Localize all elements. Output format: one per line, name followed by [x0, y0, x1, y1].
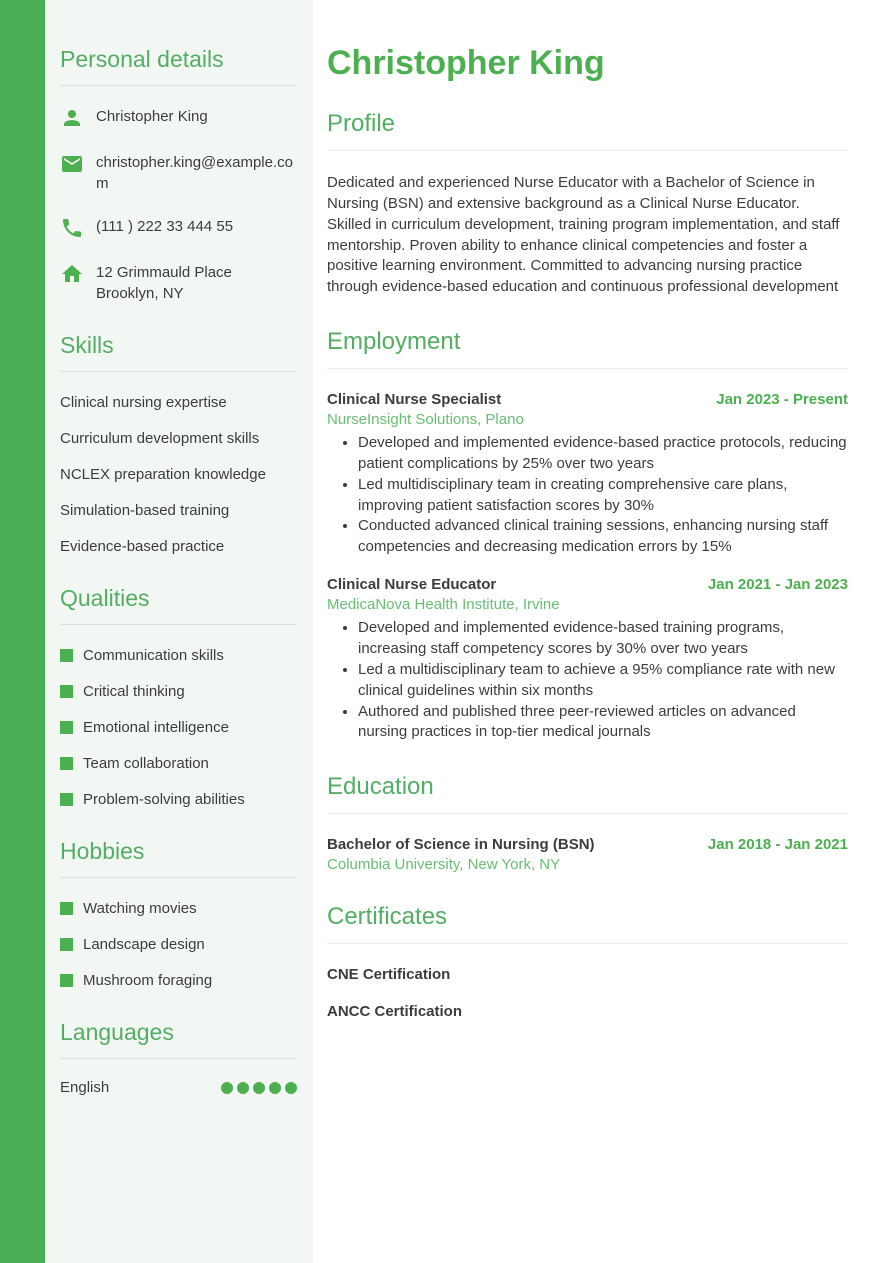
- certificates-title: Certificates: [327, 903, 848, 944]
- skill-item: Clinical nursing expertise: [60, 394, 227, 411]
- profile-text: Dedicated and experienced Nurse Educator with a Bachelor of Science in Nursing (BSN) and extensive background as a Clinical Nurse Educator. Skilled in curriculum development, training program implementation, and staff mentorship. Proven ability to enhance clinical competencies and foster a positive learning environment. Committed to advancing nursing practice through evidence-based education and continuous professional development: [327, 174, 840, 296]
- square-bullet-icon: [60, 793, 73, 806]
- skills-list: [60, 392, 297, 557]
- hobby-label: Watching movies: [83, 900, 197, 917]
- language-level-dot: [269, 1082, 281, 1094]
- profile-section: [327, 110, 848, 298]
- job-bullets: [327, 618, 848, 743]
- email-icon: [60, 152, 84, 176]
- hobby-item: [60, 898, 297, 919]
- hobby-label: Mushroom foraging: [83, 972, 213, 989]
- language-level-dot: [221, 1082, 233, 1094]
- hobbies-title: Hobbies: [60, 838, 297, 878]
- language-level-dot: [285, 1082, 297, 1094]
- certificate-item: CNE Certification: [327, 966, 451, 984]
- skills-section: [60, 332, 297, 557]
- job-bullet: • Led a multidisciplinary team to achieve a 95% compliance rate with new clinical guidelines within six months: [358, 660, 848, 702]
- language-level-indicator: [221, 1082, 297, 1094]
- quality-label: Communication skills: [83, 647, 224, 664]
- hobbies-section: [60, 838, 297, 991]
- quality-label: Critical thinking: [83, 683, 185, 700]
- job-header: [327, 576, 848, 593]
- square-bullet-icon: [60, 757, 73, 770]
- square-bullet-icon: [60, 938, 73, 951]
- quality-label: Team collaboration: [83, 755, 209, 772]
- job-entry: [327, 391, 848, 558]
- languages-title: Languages: [60, 1019, 297, 1059]
- contact-name: Christopher King: [96, 108, 208, 125]
- quality-item: [60, 717, 297, 738]
- sidebar: [45, 0, 313, 1263]
- language-level-dot: [253, 1082, 265, 1094]
- job-bullet: • Authored and published three peer-reviewed articles on advanced nursing practices in top-tier medical journals: [358, 702, 848, 744]
- square-bullet-icon: [60, 721, 73, 734]
- contact-name-row: [60, 106, 297, 130]
- quality-label: Problem-solving abilities: [83, 791, 245, 808]
- certificate-item: ANCC Certification: [327, 1003, 463, 1021]
- square-bullet-icon: [60, 902, 73, 915]
- qualities-section: [60, 585, 297, 810]
- job-bullet: • Conducted advanced clinical training sessions, enhancing nursing staff competencies and decreasing medication errors by 15%: [358, 516, 848, 558]
- contact-address-row: [60, 262, 297, 304]
- skill-item: Curriculum development skills: [60, 430, 260, 447]
- quality-label: Emotional intelligence: [83, 719, 229, 736]
- job-role: Clinical Nurse Educator: [327, 576, 497, 594]
- education-degree: Bachelor of Science in Nursing (BSN): [327, 836, 595, 854]
- home-icon: [60, 262, 84, 286]
- contact-email: christopher.king@example.com: [96, 154, 293, 192]
- hobbies-list: [60, 898, 297, 991]
- contact-email-row: [60, 152, 297, 194]
- employment-title: Employment: [327, 328, 848, 369]
- user-icon: [60, 106, 84, 130]
- job-company: MedicaNova Health Institute, Irvine: [327, 596, 560, 614]
- job-role: Clinical Nurse Specialist: [327, 391, 502, 409]
- square-bullet-icon: [60, 685, 73, 698]
- hobby-item: [60, 970, 297, 991]
- profile-title: Profile: [327, 110, 848, 151]
- qualities-list: [60, 645, 297, 810]
- education-section: [327, 773, 848, 873]
- quality-item: [60, 789, 297, 810]
- personal-details-title: Personal details: [60, 46, 297, 86]
- address-line-2: Brooklyn, NY: [96, 285, 184, 302]
- contact-phone: (111 ) 222 33 444 55: [96, 218, 234, 235]
- qualities-title: Qualities: [60, 585, 297, 625]
- education-header: [327, 836, 848, 853]
- job-bullet: • Led multidisciplinary team in creating comprehensive care plans, improving patient satisfaction scores by 30%: [358, 475, 848, 517]
- job-dates: Jan 2021 - Jan 2023: [707, 576, 848, 594]
- quality-item: [60, 645, 297, 666]
- left-accent-bar: [0, 0, 45, 1263]
- personal-details-section: [60, 46, 297, 304]
- phone-icon: [60, 216, 84, 240]
- language-level-dot: [237, 1082, 249, 1094]
- main-content: [313, 0, 893, 1040]
- contact-phone-row: [60, 216, 297, 240]
- job-bullets: [327, 433, 848, 558]
- skills-title: Skills: [60, 332, 297, 372]
- certificates-section: [327, 903, 848, 1020]
- candidate-name: Christopher King: [327, 44, 605, 82]
- job-bullet: • Developed and implemented evidence-based training programs, increasing staff competency scores by 30% over two years: [358, 618, 848, 660]
- languages-section: [60, 1019, 297, 1096]
- education-dates: Jan 2018 - Jan 2021: [707, 836, 848, 854]
- education-entry: [327, 836, 848, 873]
- job-company: NurseInsight Solutions, Plano: [327, 411, 524, 429]
- square-bullet-icon: [60, 649, 73, 662]
- skill-item: Evidence-based practice: [60, 538, 225, 555]
- address-line-1: 12 Grimmauld Place: [96, 264, 232, 281]
- contact-address: [96, 262, 232, 304]
- hobby-label: Landscape design: [83, 936, 205, 953]
- hobby-item: [60, 934, 297, 955]
- employment-section: [327, 328, 848, 743]
- job-header: [327, 391, 848, 408]
- job-bullet: • Developed and implemented evidence-based practice protocols, reducing patient complications by 25% over two years: [358, 433, 848, 475]
- square-bullet-icon: [60, 974, 73, 987]
- education-title: Education: [327, 773, 848, 814]
- job-dates: Jan 2023 - Present: [716, 391, 848, 409]
- skill-item: NCLEX preparation knowledge: [60, 466, 266, 483]
- quality-item: [60, 681, 297, 702]
- quality-item: [60, 753, 297, 774]
- skill-item: Simulation-based training: [60, 502, 230, 519]
- language-name: English: [60, 1079, 110, 1096]
- education-school: Columbia University, New York, NY: [327, 856, 561, 874]
- language-row: [60, 1079, 297, 1096]
- job-entry: [327, 576, 848, 743]
